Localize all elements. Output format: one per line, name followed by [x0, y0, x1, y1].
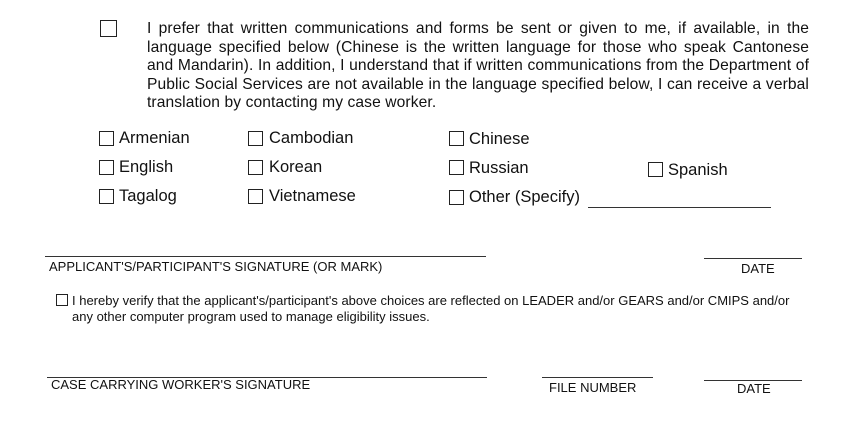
korean-checkbox[interactable]	[248, 160, 263, 175]
applicant-signature-label: APPLICANT'S/PARTICIPANT'S SIGNATURE (OR MARK)	[49, 259, 383, 274]
spanish-checkbox[interactable]	[648, 162, 663, 177]
applicant-signature-line[interactable]	[45, 256, 486, 257]
korean-label: Korean	[269, 158, 323, 176]
preference-statement: I prefer that written communications and forms be sent or given to me, if available, in the language specified below (Chinese is the written language for those who speak Cantonese and Mandarin). In addition, I understand that if written communications from the Department of Public Social Services are not available in the language specified below, I can receive a verbal translation by contacting my case worker.	[147, 20, 809, 112]
spanish-label: Spanish	[668, 161, 728, 179]
verification-statement: I hereby verify that the applicant's/participant's above choices are reflected on LEADER and/or GEARS and/or CMIPS and/or any other computer program used to manage eligibility issues.	[72, 293, 790, 324]
armenian-checkbox[interactable]	[99, 131, 114, 146]
english-checkbox[interactable]	[99, 160, 114, 175]
worker-signature-label: CASE CARRYING WORKER'S SIGNATURE	[51, 377, 311, 392]
applicant-date-label: DATE	[741, 261, 775, 276]
preference-checkbox[interactable]	[100, 20, 117, 37]
worker-date-label: DATE	[737, 381, 771, 396]
cambodian-checkbox[interactable]	[248, 131, 263, 146]
other-specify-line[interactable]	[588, 207, 771, 208]
vietnamese-label: Vietnamese	[269, 187, 356, 205]
english-label: English	[119, 158, 174, 176]
russian-checkbox[interactable]	[449, 160, 464, 175]
armenian-label: Armenian	[119, 129, 190, 147]
chinese-checkbox[interactable]	[449, 131, 464, 146]
applicant-date-line[interactable]	[704, 258, 802, 259]
tagalog-label: Tagalog	[119, 187, 177, 205]
file-number-line[interactable]	[542, 377, 653, 378]
chinese-label: Chinese	[469, 130, 530, 148]
other-label: Other (Specify)	[469, 188, 580, 206]
tagalog-checkbox[interactable]	[99, 189, 114, 204]
cambodian-label: Cambodian	[269, 129, 354, 147]
vietnamese-checkbox[interactable]	[248, 189, 263, 204]
verification-checkbox[interactable]	[56, 294, 68, 306]
file-number-label: FILE NUMBER	[549, 380, 637, 395]
other-checkbox[interactable]	[449, 190, 464, 205]
russian-label: Russian	[469, 159, 529, 177]
